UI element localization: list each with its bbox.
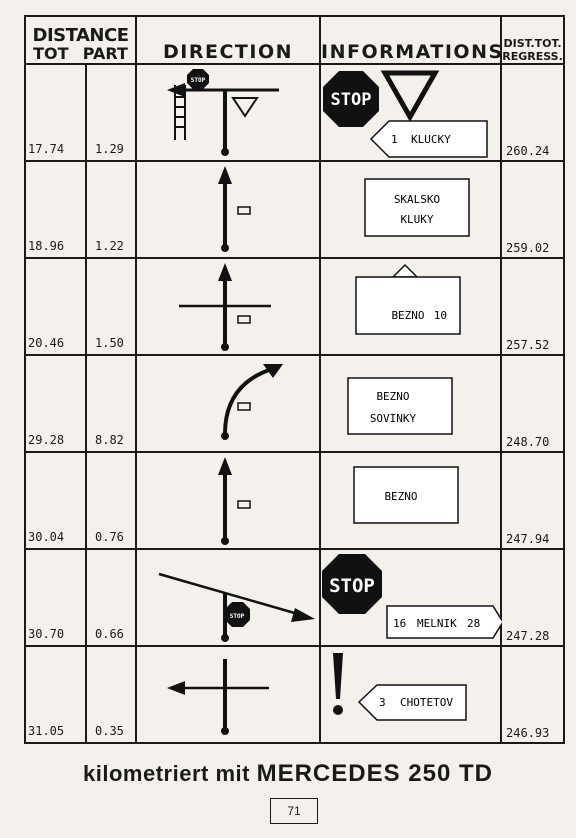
tulip-diagram (137, 162, 321, 257)
svg-text:MELNIK: MELNIK (417, 617, 457, 630)
direction-cell (136, 258, 320, 355)
km-marker-icon (238, 316, 250, 323)
regress-value: 260.24 (506, 144, 550, 158)
tulip-diagram (137, 453, 321, 548)
tot-value: 31.05 (28, 724, 65, 738)
svg-text:CHOTETOV: CHOTETOV (400, 696, 453, 709)
svg-text:STOP: STOP (330, 90, 372, 110)
part-value: 0.66 (95, 627, 124, 641)
svg-text:BEZNO: BEZNO (384, 490, 418, 503)
table-row (25, 258, 564, 355)
direction-sign-left (359, 685, 466, 720)
table-row (25, 646, 564, 743)
part-cell (86, 64, 136, 161)
svg-text:1: 1 (391, 133, 398, 146)
info-cell (320, 549, 501, 646)
tulip-diagram (137, 356, 321, 451)
regress-cell (501, 452, 564, 549)
info-cell (320, 64, 501, 161)
tot-value: 20.46 (28, 336, 65, 350)
regress-cell (501, 355, 564, 452)
place-name-sign (365, 179, 469, 236)
table-row (25, 452, 564, 549)
tot-value: 30.70 (28, 627, 65, 641)
info-signs (321, 550, 502, 645)
svg-text:28: 28 (467, 617, 481, 630)
part-value: 8.82 (95, 433, 124, 447)
regress-cell (501, 258, 564, 355)
caption-lead: kilometriert mit (83, 761, 250, 786)
direction-header: DIRECTION (136, 16, 320, 64)
roadbook-table (24, 15, 565, 744)
regress-value: 246.93 (506, 726, 550, 740)
arrow-up-icon (218, 166, 232, 184)
caption-vehicle: MERCEDES 250 TD (256, 760, 493, 787)
yield-sign-icon (233, 98, 257, 116)
part-cell (86, 355, 136, 452)
table-row (25, 64, 564, 161)
tulip-diagram (137, 259, 321, 354)
tot-cell (25, 452, 86, 549)
regress-cell (501, 646, 564, 743)
km-marker-icon (238, 501, 250, 508)
km-marker-icon (238, 403, 250, 410)
table-row (25, 355, 564, 452)
arrow-up-icon (218, 457, 232, 475)
informations-header: INFORMATIONS (320, 16, 501, 64)
table-row (25, 549, 564, 646)
svg-text:BEZNO: BEZNO (391, 309, 425, 322)
arrow-right-icon (291, 608, 315, 622)
part-cell (86, 646, 136, 743)
table-row (25, 161, 564, 258)
part-cell (86, 161, 136, 258)
svg-text:KLUCKY: KLUCKY (411, 133, 451, 146)
part-label: PART (82, 44, 128, 63)
yield-sign-icon (385, 73, 435, 117)
svg-text:BEZNO: BEZNO (376, 390, 410, 403)
svg-text:16: 16 (393, 617, 407, 630)
tot-value: 29.28 (28, 433, 65, 447)
footer-caption (0, 760, 576, 788)
tot-cell (25, 549, 86, 646)
info-signs (321, 259, 502, 354)
svg-text:3: 3 (379, 696, 386, 709)
info-signs (321, 65, 502, 160)
svg-text:STOP: STOP (190, 77, 206, 84)
direction-cell (136, 549, 320, 646)
info-cell (320, 646, 501, 743)
header-row (25, 16, 564, 64)
regress-value: 247.94 (506, 532, 550, 546)
info-signs (321, 162, 502, 257)
regress-header (501, 16, 564, 64)
tulip-diagram (137, 550, 321, 645)
info-cell (320, 258, 501, 355)
direction-cell (136, 355, 320, 452)
tot-cell (25, 355, 86, 452)
tot-label: TOT (33, 44, 69, 63)
part-cell (86, 258, 136, 355)
distance-number: 10 (433, 309, 448, 322)
tot-value: 17.74 (28, 142, 65, 156)
tulip-diagram (137, 647, 321, 742)
place-name-sign (348, 378, 452, 434)
page-number: 71 (270, 798, 318, 824)
direction-sign-right (387, 606, 502, 638)
direction-sign-left (371, 121, 487, 157)
stop-sign-icon (187, 69, 209, 89)
distance-header (25, 16, 136, 64)
direction-cell (136, 452, 320, 549)
regress-value: 257.52 (506, 338, 550, 352)
tulip-diagram (137, 65, 321, 160)
regress-value: 259.02 (506, 241, 550, 255)
svg-text:STOP: STOP (329, 575, 375, 597)
info-cell (320, 452, 501, 549)
svg-text:SOVINKY: SOVINKY (369, 412, 417, 425)
direction-cell (136, 161, 320, 258)
part-value: 0.35 (95, 724, 124, 738)
regress-cell (501, 161, 564, 258)
svg-text:KLUKY: KLUKY (400, 213, 434, 226)
distance-label: DISTANCE (32, 25, 129, 46)
stop-sign-icon (323, 71, 379, 127)
arrow-left-icon (167, 681, 185, 695)
part-cell (86, 452, 136, 549)
svg-text:STOP: STOP (229, 613, 245, 620)
regress-value: 248.70 (506, 435, 550, 449)
stop-sign-icon (322, 554, 382, 614)
part-value: 0.76 (95, 530, 124, 544)
info-cell (320, 355, 501, 452)
regress-label-2: REGRESS. (502, 50, 563, 63)
part-value: 1.29 (95, 142, 124, 156)
info-signs (321, 356, 502, 451)
tot-value: 30.04 (28, 530, 65, 544)
part-value: 1.50 (95, 336, 124, 350)
direction-cell (136, 64, 320, 161)
tot-cell (25, 161, 86, 258)
arrow-up-icon (218, 263, 232, 281)
part-cell (86, 549, 136, 646)
regress-label-1: DIST.TOT. (503, 37, 562, 50)
village-sign (356, 265, 460, 334)
km-marker-icon (238, 207, 250, 214)
info-signs (321, 453, 502, 548)
tot-value: 18.96 (28, 239, 65, 253)
tot-cell (25, 646, 86, 743)
direction-cell (136, 646, 320, 743)
exclamation-icon (333, 653, 343, 715)
info-cell (320, 161, 501, 258)
svg-text:SKALSKO: SKALSKO (393, 193, 441, 206)
place-name-sign (354, 467, 458, 523)
part-value: 1.22 (95, 239, 124, 253)
regress-value: 247.28 (506, 629, 550, 643)
tot-cell (25, 258, 86, 355)
info-signs (321, 647, 502, 742)
tot-cell (25, 64, 86, 161)
regress-cell (501, 549, 564, 646)
regress-cell (501, 64, 564, 161)
stop-sign-icon (225, 602, 250, 627)
